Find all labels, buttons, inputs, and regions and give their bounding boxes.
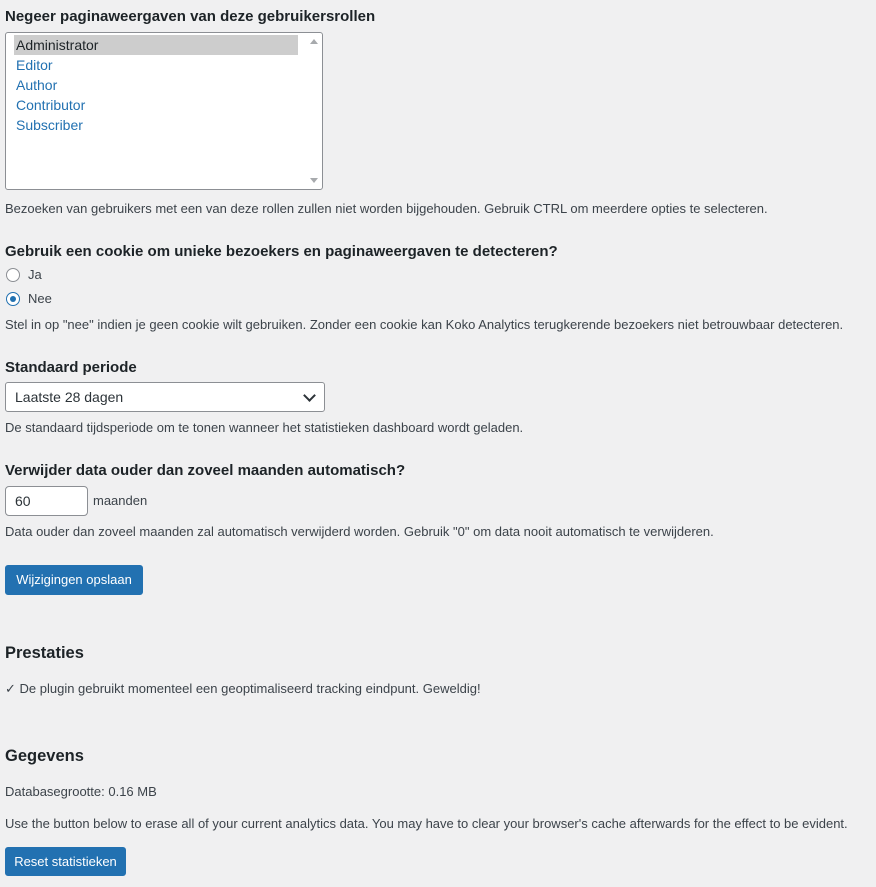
reset-statistics-button[interactable]: Reset statistieken <box>5 847 126 876</box>
role-option-subscriber[interactable]: Subscriber <box>16 117 83 133</box>
roles-description: Bezoeken van gebruikers met een van deze rollen zullen niet worden bijgehouden. Gebruik CTRL om meerdere opties te selecteren. <box>5 201 768 216</box>
performance-heading: Prestaties <box>5 644 84 662</box>
listbox-scrollbar[interactable] <box>306 33 322 189</box>
role-option-author[interactable]: Author <box>16 77 58 93</box>
role-option-administrator[interactable]: Administrator <box>14 35 298 55</box>
roles-label: Negeer paginaweergaven van deze gebruikersrollen <box>5 8 376 25</box>
period-label: Standaard periode <box>5 359 137 376</box>
prune-months-input[interactable] <box>5 486 88 516</box>
database-size: Databasegrootte: 0.16 MB <box>5 784 157 799</box>
cookie-no-radio[interactable] <box>6 292 20 306</box>
data-heading: Gegevens <box>5 747 84 765</box>
period-description: De standaard tijdsperiode om te tonen wanneer het statistieken dashboard wordt geladen. <box>5 420 524 435</box>
cookie-yes-label[interactable]: Ja <box>28 267 42 282</box>
roles-listbox[interactable] <box>5 32 323 190</box>
scroll-up-arrow-icon[interactable] <box>310 39 318 44</box>
cookie-label: Gebruik een cookie om unieke bezoekers en paginaweergaven te detecteren? <box>5 243 558 260</box>
period-select-value: Laatste 28 dagen <box>15 389 124 405</box>
prune-label: Verwijder data ouder dan zoveel maanden automatisch? <box>5 462 406 479</box>
period-select[interactable] <box>5 382 325 412</box>
prune-description: Data ouder dan zoveel maanden zal automatisch verwijderd worden. Gebruik "0" om data nooit automatisch te verwijderen. <box>5 524 714 539</box>
role-option-contributor[interactable]: Contributor <box>16 97 86 113</box>
scroll-down-arrow-icon[interactable] <box>310 178 318 183</box>
prune-unit-label: maanden <box>93 493 148 508</box>
reset-info: Use the button below to erase all of your current analytics data. You may have to clear your browser's cache afterwards for the effect to be evident. <box>5 816 848 831</box>
cookie-description: Stel in op "nee" indien je geen cookie wilt gebruiken. Zonder een cookie kan Koko Analytics terugkerende bezoekers niet betrouwbaar detecteren. <box>5 317 844 332</box>
save-button[interactable]: Wijzigingen opslaan <box>5 565 143 595</box>
cookie-no-label[interactable]: Nee <box>28 291 52 306</box>
performance-status: ✓ De plugin gebruikt momenteel een geoptimaliseerd tracking eindpunt. Geweldig! <box>5 681 481 696</box>
role-option-editor[interactable]: Editor <box>16 57 53 73</box>
chevron-down-icon <box>303 389 316 402</box>
cookie-yes-radio[interactable] <box>6 268 20 282</box>
